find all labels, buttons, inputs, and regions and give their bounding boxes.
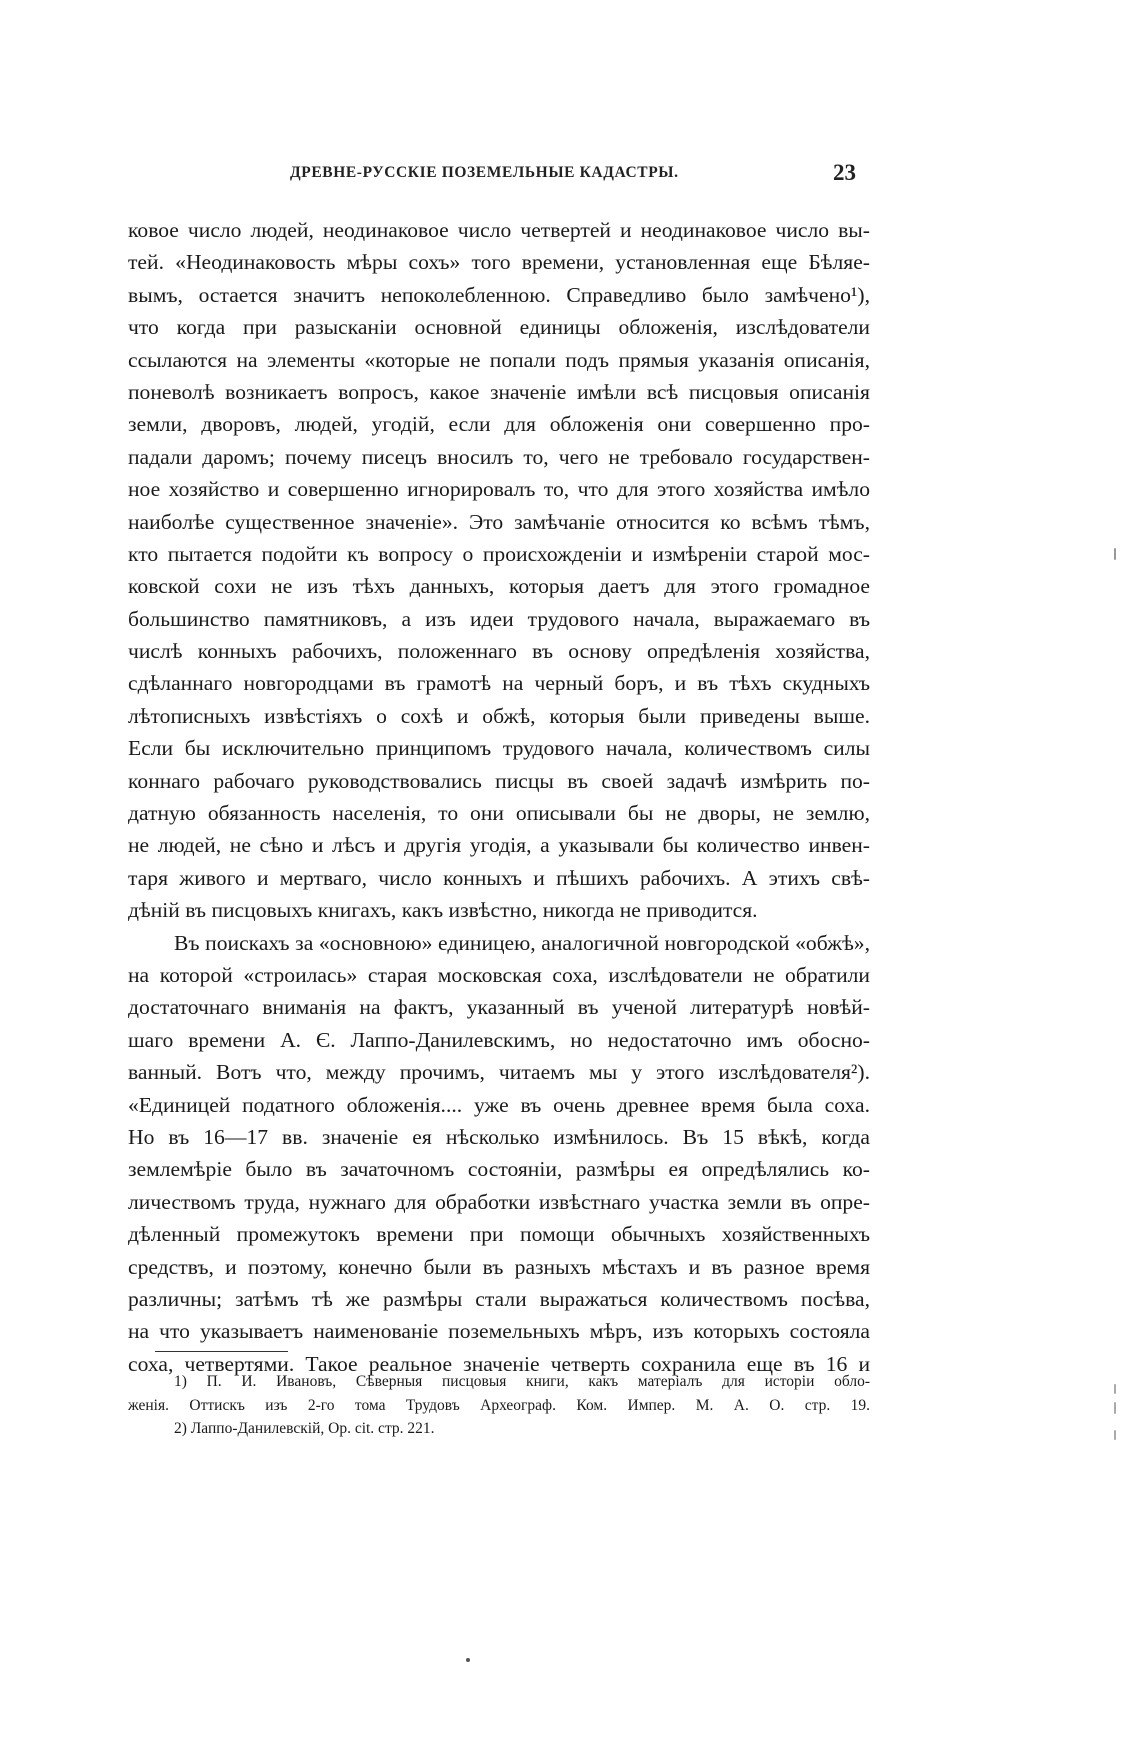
print-speck xyxy=(466,1658,470,1662)
running-title: ДРЕВНЕ-РУССКІЕ ПОЗЕМЕЛЬНЫЕ КАДАСТРЫ. xyxy=(290,164,679,181)
text-line: наиболѣе существенное значеніе». Это замѣчаніе относится ко всѣмъ тѣмъ, xyxy=(128,509,870,534)
text-line: большинство памятниковъ, а изъ идеи трудового начала, выражаемаго въ xyxy=(128,606,870,631)
print-speck xyxy=(1114,548,1116,560)
text-line: ное хозяйство и совершенно игнорировалъ то, что для этого хозяйства имѣло xyxy=(128,477,870,502)
text-line: вымъ, остается значитъ непоколебленною. Справедливо было замѣчено¹), xyxy=(128,282,870,307)
footnote-1-line-1: 1) П. И. Ивановъ, Сѣверныя писцовыя книги, какъ матеріалъ для исторіи обло- xyxy=(174,1373,870,1390)
print-speck xyxy=(1114,1384,1116,1394)
text-line: «Единицей податного обложенія.... уже въ очень древнее время была соха. xyxy=(128,1092,870,1117)
text-line: Но въ 16—17 вв. значеніе ея нѣсколько измѣнилось. Въ 15 вѣкѣ, когда xyxy=(128,1124,870,1149)
text-line: земли, дворовъ, людей, угодій, если для обложенія они совершенно про- xyxy=(128,412,870,437)
print-speck xyxy=(1114,1402,1116,1414)
text-line: землемѣріе было въ зачаточномъ состояніи, размѣры ея опредѣлялись ко- xyxy=(128,1157,870,1182)
text-line: соха, четвертями. Такое реальное значеніе четверть сохранила еще въ 16 и xyxy=(128,1351,870,1376)
text-line: дѣній въ писцовыхъ книгахъ, какъ извѣстно, никогда не приводится. xyxy=(128,898,758,923)
footnotes xyxy=(128,1370,870,1441)
text-line: датную обязанность населенія, то они описывали бы не дворы, не землю, xyxy=(128,801,870,826)
footnote-1-line-2: женія. Оттискъ изъ 2-го тома Трудовъ Археограф. Ком. Импер. М. А. О. стр. 19. xyxy=(128,1396,870,1414)
paragraph-start-line: Въ поискахъ за «основною» единицею, аналогичной новгородской «обжѣ», xyxy=(174,930,870,955)
text-line: на которой «строилась» старая московская соха, изслѣдователи не обратили xyxy=(128,962,870,987)
main-text xyxy=(128,214,870,1380)
text-line: таря живого и мертваго, число конныхъ и пѣшихъ рабочихъ. А этихъ свѣ- xyxy=(128,865,870,890)
text-line: числѣ конныхъ рабочихъ, положеннаго въ основу опредѣленія хозяйства, xyxy=(128,639,870,664)
text-line: ковской сохи не изъ тѣхъ данныхъ, которыя даетъ для этого громадное xyxy=(128,574,870,599)
print-speck xyxy=(1114,1430,1116,1440)
text-line: падали даромъ; почему писецъ вносилъ то, чего не требовало государствен- xyxy=(128,444,870,469)
text-line: ссылаются на элементы «которые не попали подъ прямыя указанія описанія, xyxy=(128,347,870,372)
text-line: тей. «Неодинаковость мѣры сохъ» того времени, установленная еще Бѣляе- xyxy=(128,250,870,275)
text-line: не людей, не сѣно и лѣсъ и другія угодія, а указывали бы количество инвен- xyxy=(128,833,870,858)
text-line: различны; затѣмъ тѣ же размѣры стали выражаться количествомъ посѣва, xyxy=(128,1286,870,1311)
text-line: достаточнаго вниманія на фактъ, указанный въ ученой литературѣ новѣй- xyxy=(128,995,870,1020)
text-line: средствъ, и поэтому, конечно были въ разныхъ мѣстахъ и въ разное время xyxy=(128,1254,870,1279)
text-line: шаго времени А. Є. Лаппо-Данилевскимъ, но недостаточно имъ обосно- xyxy=(128,1027,870,1052)
footnote-separator xyxy=(155,1351,288,1352)
footnote-2: 2) Лаппо-Данилевскій, Op. cit. стр. 221. xyxy=(174,1420,435,1437)
text-line: поневолѣ возникаетъ вопросъ, какое значеніе имѣли всѣ писцовыя описанія xyxy=(128,379,870,404)
text-line: сдѣланнаго новгородцами въ грамотѣ на черный боръ, и въ тѣхъ скудныхъ xyxy=(128,671,870,696)
text-line: Если бы исключительно принципомъ трудового начала, количествомъ силы xyxy=(128,736,870,761)
text-line: на что указываетъ наименованіе поземельныхъ мѣръ, изъ которыхъ состояла xyxy=(128,1319,870,1344)
text-line: личествомъ труда, нужнаго для обработки извѣстнаго участка земли въ опре- xyxy=(128,1189,870,1214)
page-number: 23 xyxy=(833,160,856,185)
text-line: ковое число людей, неодинаковое число четвертей и неодинаковое число вы- xyxy=(128,218,870,242)
text-line: ванный. Вотъ что, между прочимъ, читаемъ мы у этого изслѣдователя²). xyxy=(128,1060,870,1085)
text-line: дѣленный промежутокъ времени при помощи обычныхъ хозяйственныхъ xyxy=(128,1222,870,1247)
text-line: кто пытается подойти къ вопросу о происхожденіи и измѣреніи старой мос- xyxy=(128,541,870,566)
text-line: коннаго рабочаго руководствовались писцы въ своей задачѣ измѣрить по- xyxy=(128,768,870,793)
text-line: что когда при разысканіи основной единицы обложенія, изслѣдователи xyxy=(128,315,870,340)
text-line: лѣтописныхъ извѣстіяхъ о сохѣ и обжѣ, которыя были приведены выше. xyxy=(128,703,870,728)
